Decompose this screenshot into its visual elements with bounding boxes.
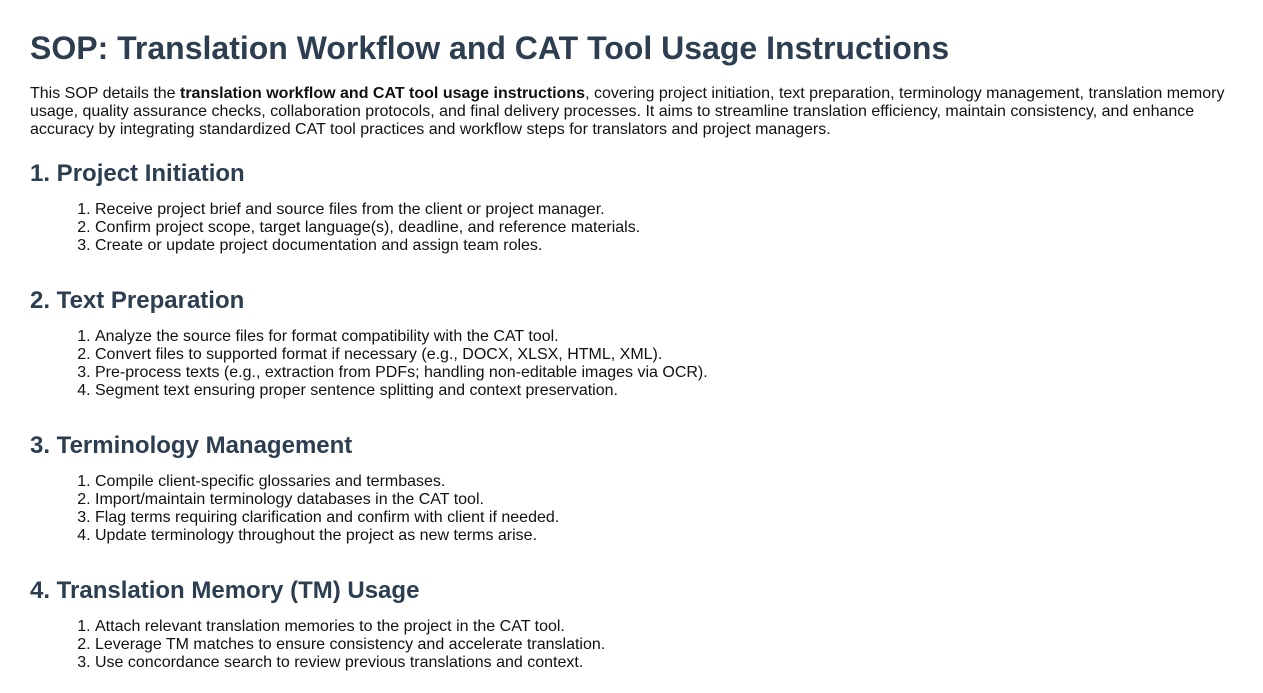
section-heading: 2. Text Preparation [30, 287, 245, 314]
section-project-initiation [30, 160, 1233, 255]
list-item: 2. Import/maintain terminology databases in the CAT tool. [95, 491, 1233, 509]
list-item: 3. Flag terms requiring clarification and confirm with client if needed. [95, 509, 1233, 527]
list-item: 1. Receive project brief and source files from the client or project manager. [95, 201, 1233, 219]
list-item: 2. Leverage TM matches to ensure consistency and accelerate translation. [95, 636, 1233, 654]
list-item: 3. Create or update project documentation and assign team roles. [95, 237, 1233, 255]
list-item: 1. Analyze the source files for format compatibility with the CAT tool. [95, 328, 1233, 346]
list-item: 2. Confirm project scope, target language(s), deadline, and reference materials. [95, 219, 1233, 237]
page-title: SOP: Translation Workflow and CAT Tool Usage Instructions [30, 30, 950, 66]
intro-text-bold: translation workflow and CAT tool usage instructions [180, 85, 586, 102]
step-list [30, 473, 1233, 545]
section-translation-memory [30, 577, 1233, 672]
intro-text-start: This SOP details the [30, 85, 180, 102]
list-item: 3. Pre-process texts (e.g., extraction from PDFs; handling non-editable images via OCR). [95, 364, 1233, 382]
section-terminology-management [30, 432, 1233, 545]
section-text-preparation [30, 287, 1233, 400]
list-item: 1. Compile client-specific glossaries and termbases. [95, 473, 1233, 491]
list-item: 2. Convert files to supported format if necessary (e.g., DOCX, XLSX, HTML, XML). [95, 346, 1233, 364]
section-heading: 1. Project Initiation [30, 160, 245, 187]
list-item: 3. Use concordance search to review previous translations and context. [95, 654, 1233, 672]
intro-paragraph [30, 85, 1233, 139]
list-item: 4. Update terminology throughout the project as new terms arise. [95, 527, 1233, 545]
list-item: 4. Segment text ensuring proper sentence splitting and context preservation. [95, 382, 1233, 400]
intro-text-end: , covering project initiation, text preparation, terminology management, translation memory usage, quality assurance checks, collaboration protocols, and final delivery processes. It aims to streamline translation efficiency, maintain consistency, and enhance accuracy by integrating standardized CAT tool practices and workflow steps for translators and project managers. [30, 85, 1225, 138]
step-list [30, 328, 1233, 400]
section-heading: 4. Translation Memory (TM) Usage [30, 577, 420, 604]
section-heading: 3. Terminology Management [30, 432, 353, 459]
step-list [30, 201, 1233, 255]
step-list [30, 618, 1233, 672]
list-item: 1. Attach relevant translation memories to the project in the CAT tool. [95, 618, 1233, 636]
